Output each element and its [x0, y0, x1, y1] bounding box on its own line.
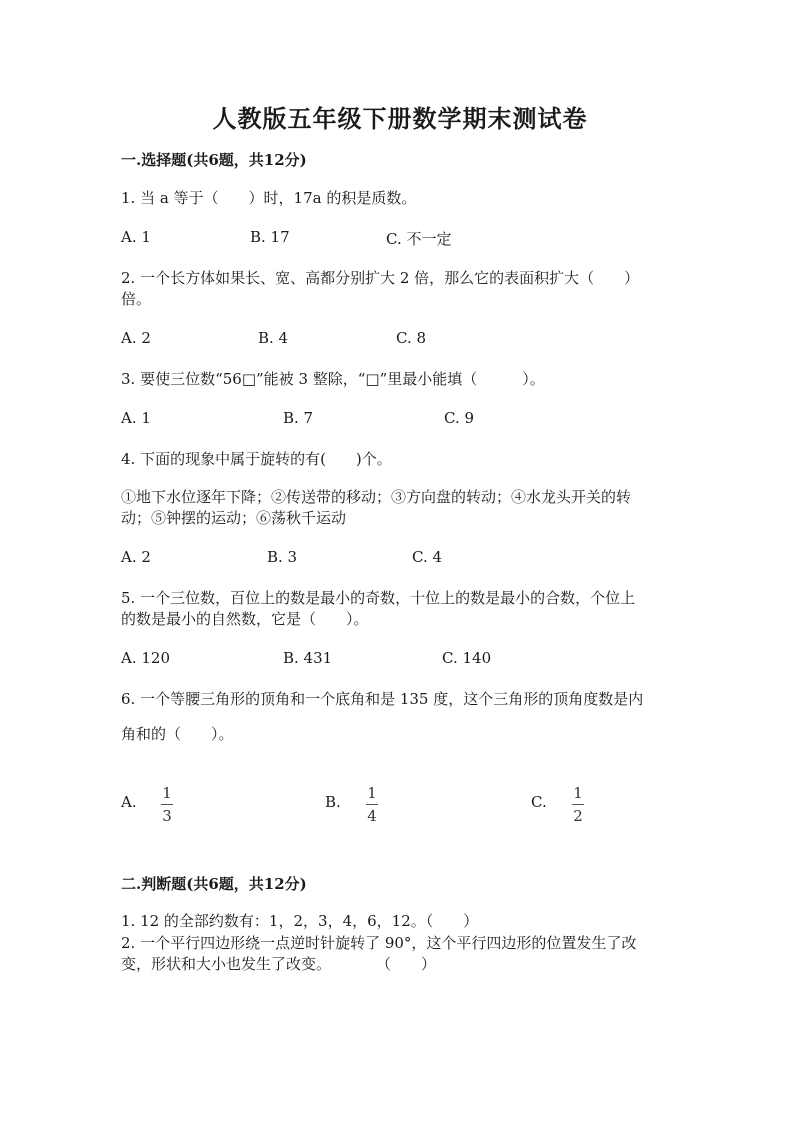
- fraction-denominator: 2: [573, 807, 583, 825]
- question-5-line-1: 5. 一个三位数，百位上的数是最小的奇数，十位上的数是最小的合数，个位上: [121, 589, 636, 607]
- fraction-denominator: 4: [367, 807, 377, 825]
- option-5-b: B. 431: [283, 649, 333, 667]
- question-5-line-2: 的数是最小的自然数，它是（ ）。: [121, 610, 369, 628]
- option-2-a: A. 2: [121, 329, 151, 347]
- option-5-a: A. 120: [121, 649, 170, 667]
- section-heading-choice: 一.选择题(共6题，共12分): [121, 151, 307, 169]
- fraction-numerator: 1: [573, 784, 583, 802]
- option-1-a: A. 1: [121, 228, 151, 246]
- option-1-c: C. 不一定: [386, 230, 452, 248]
- question-1: 1. 当 a 等于（ ）时，17a 的积是质数。: [121, 189, 417, 207]
- option-6-b-label: B.: [325, 793, 341, 811]
- fraction-bar: [161, 804, 173, 805]
- judgement-1: 1. 12 的全部约数有：1，2，3，4，6，12。（ ）: [121, 912, 479, 930]
- option-6-c-label: C.: [531, 793, 547, 811]
- option-4-c: C. 4: [412, 548, 443, 566]
- option-1-b: B. 17: [250, 228, 290, 246]
- question-4: 4. 下面的现象中属于旋转的有( )个。: [121, 450, 392, 468]
- option-4-b: B. 3: [267, 548, 298, 566]
- option-3-a: A. 1: [121, 409, 151, 427]
- option-3-b: B. 7: [283, 409, 314, 427]
- fraction-numerator: 1: [162, 784, 172, 802]
- option-5-c: C. 140: [442, 649, 492, 667]
- option-6-a-label: A.: [121, 793, 137, 811]
- section-heading-judgement: 二.判断题(共6题，共12分): [121, 875, 307, 893]
- option-2-c: C. 8: [396, 329, 427, 347]
- question-3: 3. 要使三位数“56□”能被 3 整除，“□”里最小能填（ ）。: [121, 370, 545, 388]
- question-6-line-2: 角和的（ ）。: [121, 725, 234, 743]
- question-6-line-1: 6. 一个等腰三角形的顶角和一个底角和是 135 度，这个三角形的顶角度数是内: [121, 690, 644, 708]
- fraction-numerator: 1: [367, 784, 377, 802]
- judgement-2-line-2: 变，形状和大小也发生了改变。 （ ）: [121, 955, 437, 973]
- question-4-detail-line-1: ①地下水位逐年下降；②传送带的移动；③方向盘的转动；④水龙头开关的转: [121, 488, 632, 506]
- option-3-c: C. 9: [444, 409, 475, 427]
- question-2-line-1: 2. 一个长方体如果长、宽、高都分别扩大 2 倍，那么它的表面积扩大（ ）: [121, 269, 640, 287]
- fraction-denominator: 3: [162, 807, 172, 825]
- question-4-detail-line-2: 动；⑤钟摆的运动；⑥荡秋千运动: [121, 509, 347, 527]
- fraction-bar: [572, 804, 584, 805]
- option-6-a-fraction: [161, 784, 173, 825]
- option-6-b-fraction: [366, 784, 378, 825]
- option-2-b: B. 4: [258, 329, 289, 347]
- option-4-a: A. 2: [121, 548, 151, 566]
- page-title: 人教版五年级下册数学期末测试卷: [212, 104, 588, 133]
- question-2-line-2: 倍。: [121, 290, 152, 308]
- fraction-bar: [366, 804, 378, 805]
- option-6-c-fraction: [572, 784, 584, 825]
- judgement-2-line-1: 2. 一个平行四边形绕一点逆时针旋转了 90°，这个平行四边形的位置发生了改: [121, 934, 637, 952]
